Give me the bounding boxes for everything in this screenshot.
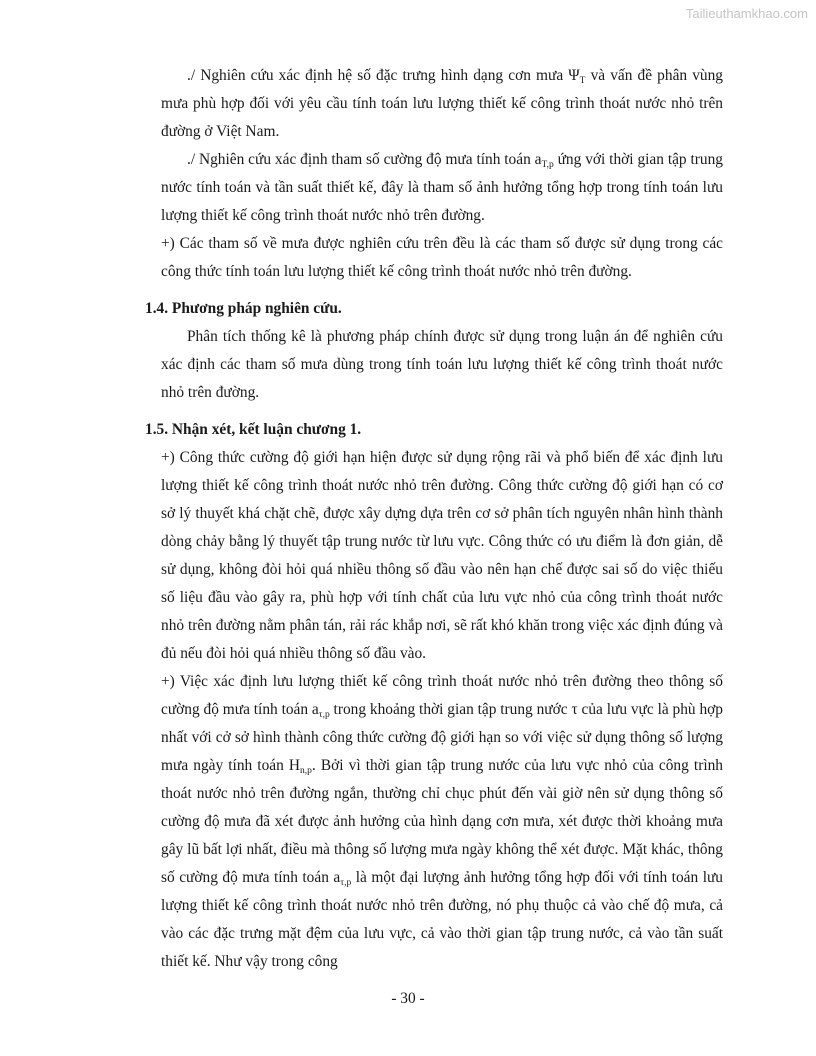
paragraph-design-discharge: +) Việc xác định lưu lượng thiết kế công trình thoát nước nhỏ trên đường theo thông số cường độ mưa tính toán $a_{\tau,p}$ trong khoảng thời gian tập trung nước τ của lưu vực là phù hợp nhất với cở sở hình thành công thức cường độ giới hạn so với việc sử dụng thông số lượng mưa ngày tính toán $H_{n,p}$. Bởi vì thời gian tập trung nước của lưu vực nhỏ của công trình thoát nước nhỏ trên đường ngắn, thường chỉ chục phút đến vài giờ nên sử dụng thông số cường độ mưa đã xét được ảnh hưởng của hình dạng cơn mưa, xét được thời khoảng mưa gây lũ bất lợi nhất, điều mà thông số lượng mưa ngày không thể xét được. Mặt khác, thông số cường độ mưa tính toán $a_{\tau,p}$ là một đại lượng ảnh hưởng tổng hợp đối với tính toán lưu lượng thiết kế công trình thoát nước nhỏ trên đường, nó phụ thuộc cả vào chế độ mưa, cả vào các đặc trưng mặt đệm của lưu vực, cả vào thời gian tập trung nước, cả vào tần suất thiết kế. Như vậy trong công [161,673,724,970]
paragraph-method: Phân tích thống kê là phương pháp chính được sử dụng trong luận án để nghiên cứu xác định các tham số mưa dùng trong tính toán lưu lượng thiết kế công trình thoát nước nhỏ trên đường. [161,328,723,401]
page-number: - 30 - [391,990,425,1007]
paragraph-shape-coefficient: ./ Nghiên cứu xác định hệ số đặc trưng hình dạng cơn mưa $\Psi_T$ và vấn đề phân vùng mưa phù hợp đối với yêu cầu tính toán lưu lượng thiết kế công trình thoát nước nhỏ trên đường ở Việt Nam. [161,67,723,140]
watermark: Tailieuthamkhao.com [685,6,808,21]
heading-1-4: 1.4. Phương pháp nghiên cứu. [145,300,342,317]
heading-1-5: 1.5. Nhận xét, kết luận chương 1. [145,421,362,438]
paragraph-intensity-parameter: ./ Nghiên cứu xác định tham số cường độ mưa tính toán $a_{T,p}$ ứng với thời gian tập trung nước tính toán và tần suất thiết kế, đây là tham số ảnh hưởng tổng hợp trong tính toán lưu lượng thiết kế công trình thoát nước nhỏ trên đường. [161,151,723,224]
paragraph-rain-parameters: +) Các tham số về mưa được nghiên cứu trên đều là các tham số được sử dụng trong các công thức tính toán lưu lượng thiết kế công trình thoát nước nhỏ trên đường. [161,235,723,280]
paragraph-limit-intensity-formula: +) Công thức cường độ giới hạn hiện được sử dụng rộng rãi và phổ biến để xác định lưu lượng thiết kế công trình thoát nước nhỏ trên đường. Công thức cường độ giới hạn có cơ sở lý thuyết khá chặt chẽ, được xây dựng dựa trên cơ sở phân tích nguyên nhân hình thành dòng chảy bằng lý thuyết tập trung nước từ lưu vực. Công thức có ưu điểm là đơn giản, dễ sử dụng, không đòi hỏi quá nhiều thông số đầu vào nên hạn chế được sai số do việc thiếu số liệu đầu vào gây ra, phù hợp với tính chất của lưu vực nhỏ của công trình thoát nước nhỏ trên đường nằm phân tán, rải rác khắp nơi, sẽ rất khó khăn trong việc xác định đúng và đủ nếu đòi hỏi quá nhiều thông số đầu vào. [161,449,723,662]
